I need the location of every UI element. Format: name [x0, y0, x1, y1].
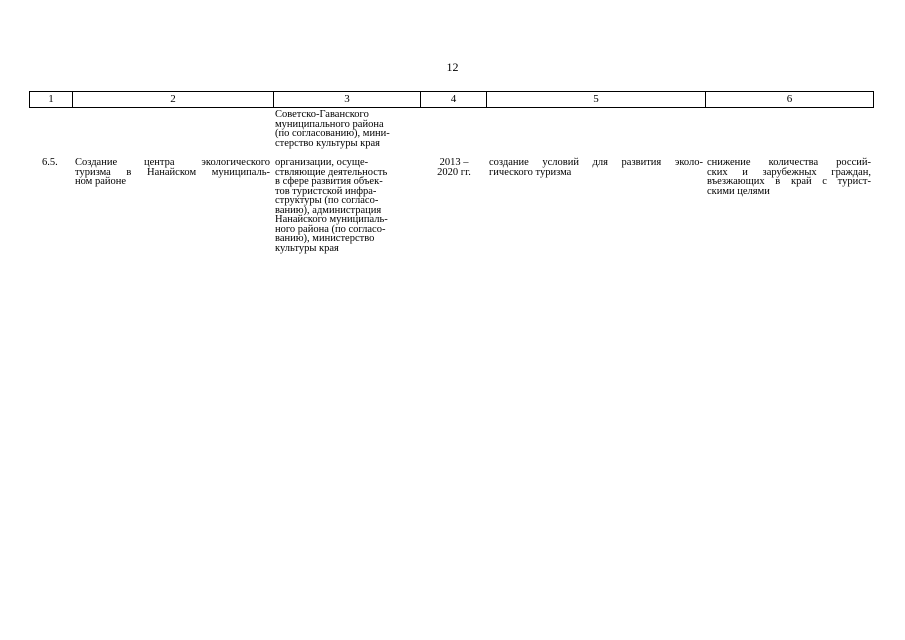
row-period: [422, 158, 486, 177]
row-responsible: [275, 158, 388, 253]
expected-result-line: создание условий для развития эколо-: [489, 157, 703, 168]
column-header-1: 1: [30, 92, 73, 108]
responsible-line: структуры (по согласо-: [275, 195, 379, 206]
column-header-table: [29, 91, 874, 108]
row-expected-result: [489, 158, 703, 177]
row-measure-name: [75, 158, 270, 187]
column-header-3: 3: [274, 92, 421, 108]
column-header-2: 2: [73, 92, 274, 108]
responsible-line: ванию), министерство: [275, 233, 375, 244]
row-consequences: [707, 158, 871, 196]
measure-name-line: ном районе: [75, 176, 126, 187]
responsible-line: тов туристской инфра-: [275, 185, 377, 197]
consequences-line: въезжающих в край с турист-: [707, 176, 871, 187]
column-header-6: 6: [706, 92, 874, 108]
period-line: 2020 гг.: [437, 166, 471, 178]
consequences-line: снижение количества россий-: [707, 157, 871, 168]
measure-name-line: туризма в Нанайском муниципаль-: [75, 166, 270, 178]
row-number: 6.5.: [42, 157, 58, 168]
column-header-4: 4: [421, 92, 487, 108]
consequences-line: ских и зарубежных граждан,: [707, 166, 871, 178]
responsible-line: в сфере развития объек-: [275, 176, 383, 187]
responsible-line: ного района (по согласо-: [275, 223, 386, 235]
column-number-row: [30, 92, 874, 108]
page-number: 12: [446, 60, 459, 74]
expected-result-line: гического туризма: [489, 166, 572, 178]
responsible-line: ствляющие деятельность: [275, 166, 388, 178]
measure-name-line: Создание центра экологического: [75, 157, 270, 168]
continuation-col3-line: (по согласованию), мини-: [275, 128, 390, 139]
column-header-5: 5: [487, 92, 706, 108]
continuation-col3-line: Советско-Гаванского: [275, 109, 369, 120]
responsible-line: культуры края: [275, 242, 339, 254]
continuation-col3: [275, 110, 390, 148]
period-line: 2013 –: [439, 157, 469, 168]
continuation-col3-line: стерство культуры края: [275, 137, 381, 149]
responsible-line: организации, осуще-: [275, 157, 369, 168]
responsible-line: ванию), администрация: [275, 204, 382, 216]
continuation-col3-line: муниципального района: [275, 118, 384, 130]
consequences-line: скими целями: [707, 185, 770, 197]
responsible-line: Нанайского муниципаль-: [275, 214, 388, 225]
